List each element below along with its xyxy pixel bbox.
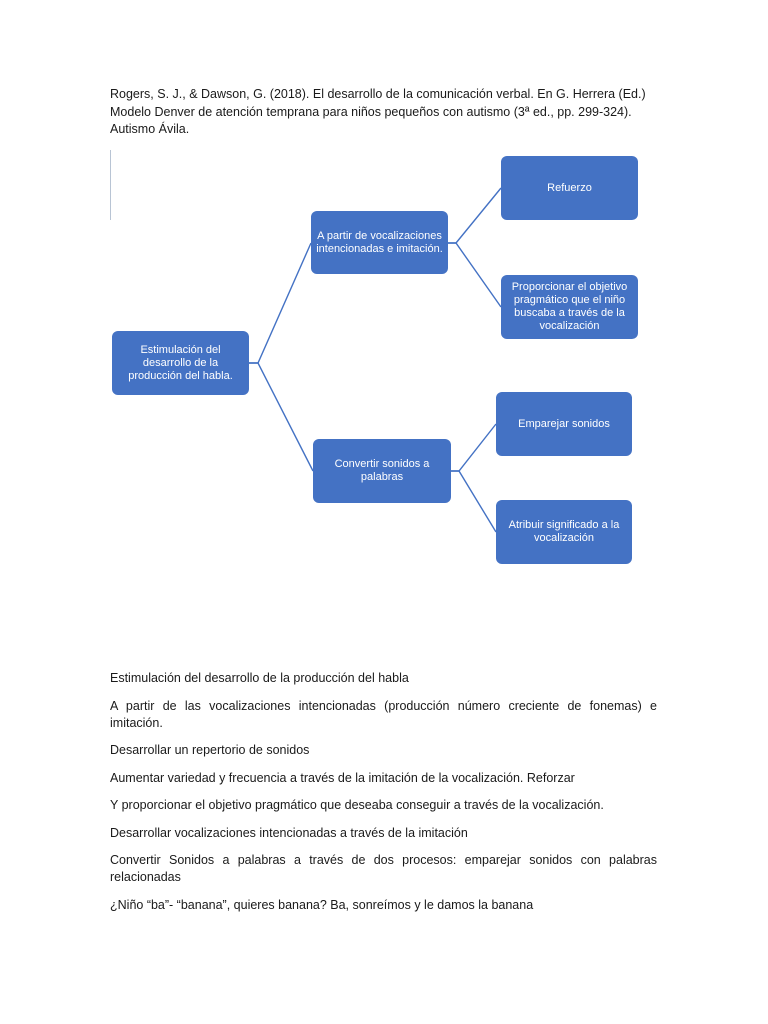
node-leaf-atribuir: Atribuir significado a la vocalización	[496, 500, 632, 564]
node-leaf-refuerzo: Refuerzo	[501, 156, 638, 220]
paragraph: A partir de las vocalizaciones intencionadas (producción número creciente de fonemas) e imitación.	[110, 698, 657, 730]
node-branch-bottom: Convertir sonidos a palabras	[313, 439, 451, 503]
paragraph: ¿Niño “ba”- “banana”, quieres banana? Ba, sonreímos y le damos la banana	[110, 897, 534, 912]
citation: Rogers, S. J., & Dawson, G. (2018). El desarrollo de la comunicación verbal. En G. Herrera (Ed.) Modelo Denver de atención temprana para niños pequeños con autismo (3ª ed., pp. 299-324). Autismo Ávila.	[110, 87, 646, 136]
paragraph: Convertir Sonidos a palabras a través de dos procesos: emparejar sonidos con palabras relacionadas	[110, 853, 657, 884]
paragraph: Estimulación del desarrollo de la producción del habla	[110, 671, 409, 685]
node-leaf-emparejar: Emparejar sonidos	[496, 392, 632, 456]
node-branch-top: A partir de vocalizaciones intencionadas e imitación.	[311, 211, 448, 274]
node-root: Estimulación del desarrollo de la producción del habla.	[112, 331, 249, 395]
connector-bottom-emparejar	[451, 424, 496, 471]
connector-top-refuerzo	[448, 188, 501, 243]
paragraph: Aumentar variedad y frecuencia a través de la imitación de la vocalización. Reforzar	[110, 770, 575, 785]
connector-bottom-atribuir	[451, 471, 496, 532]
node-leaf-objetivo: Proporcionar el objetivo pragmático que el niño buscaba a través de la vocalización	[501, 275, 638, 339]
paragraph: Desarrollar vocalizaciones intencionadas a través de la imitación	[110, 825, 468, 840]
paragraph: Desarrollar un repertorio de sonidos	[110, 743, 310, 757]
connector-root-top	[249, 243, 311, 363]
paragraph: Y proporcionar el objetivo pragmático que deseaba conseguir a través de la vocalización.	[110, 798, 604, 812]
connector-root-bottom	[249, 363, 313, 471]
connector-top-objetivo	[448, 243, 501, 307]
body-text	[110, 670, 657, 924]
